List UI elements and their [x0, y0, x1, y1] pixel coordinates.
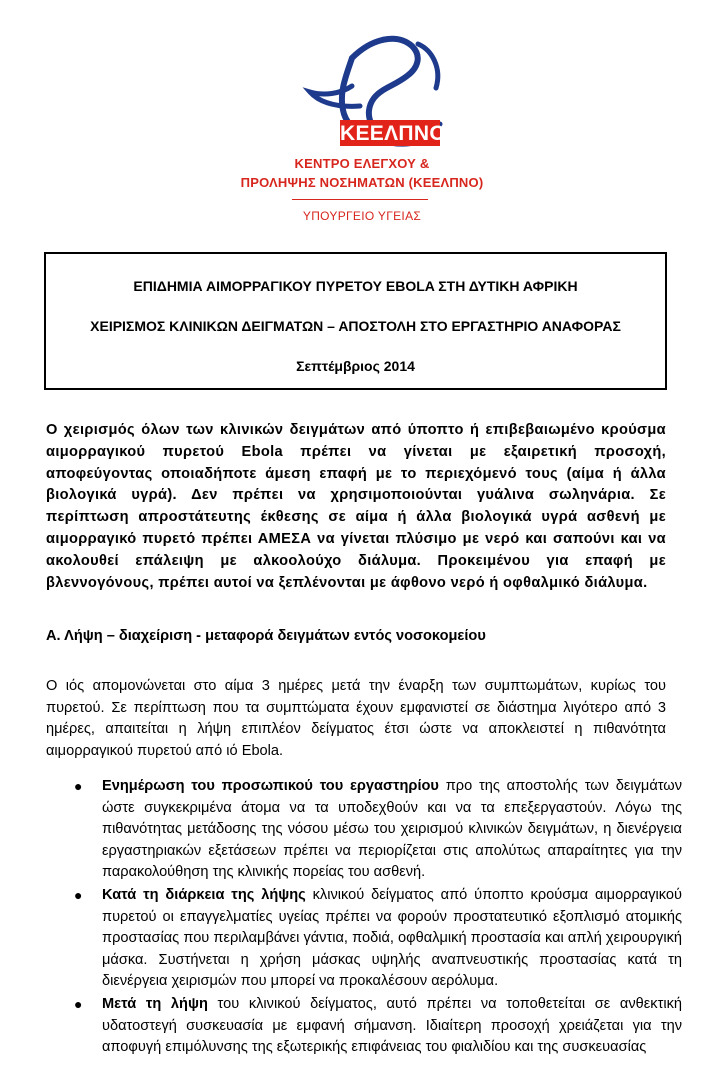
list-item: [46, 994, 682, 1059]
list-item-text: κλινικού δείγματος από ύποπτο κρούσμα αιμορραγικού πυρετού οι επαγγελματίες υγείας πρέπει να φορούν προστατευτικό εξοπλισμό ατομικής προστασίας που περιλαμβάνει γάντια, ποδιά, οφθαλμική προστασία και απλή χειρουργική μάσκα. Συστήνεται η χρήση μάσκας υψηλής αναπνευστικής προστασίας κατά τη διενέργεια χειρισμών που μπορεί να προκαλέσουν αερόλυμα.: [102, 886, 682, 990]
bullet-list: [46, 776, 682, 1060]
list-item-lead: Μετά τη λήψη: [102, 995, 208, 1012]
intro-paragraph: Ο χειρισμός όλων των κλινικών δειγμάτων από ύποπτο ή επιβεβαιωμένο κρούσμα αιμορραγικού πυρετού Ebola πρέπει να γίνεται με εξαιρετική προσοχή, αποφεύγοντας οποιαδήποτε άμεση επαφή με το περιεχόμενό τους (αίμα ή άλλα βιολογικά υγρά). Δεν πρέπει να χρησιμοποιούνται γυάλινα σωληνάρια. Σε περίπτωση απροστάτευτης έκθεσης σε αίμα ή άλλα βιολογικά υγρά ασθενή με αιμορραγικό πυρετό πρέπει ΑΜΕΣΑ να γίνεται πλύσιμο με νερό και σαπούνι και να ακολουθεί επάλειψη με αλκοολούχο διάλυμα. Προκειμένου για επαφή με βλεννογόνους, πρέπει αυτοί να ξεπλένονται με άφθονο νερό ή οφθαλμικό διάλυμα.: [46, 422, 666, 591]
list-item: [46, 776, 682, 884]
logo-divider: [292, 199, 428, 200]
keelpno-logo: [222, 28, 502, 233]
title-box: [44, 252, 667, 390]
document-subtitle: ΧΕΙΡΙΣΜΟΣ ΚΛΙΝΙΚΩΝ ΔΕΙΓΜΑΤΩΝ – ΑΠΟΣΤΟΛΗ ΣΤΟ ΕΡΓΑΣΤΗΡΙΟ ΑΝΑΦΟΡΑΣ: [90, 318, 621, 334]
bullet-icon: ●: [74, 995, 83, 1012]
list-item-lead: Ενημέρωση του προσωπικού του εργαστηρίου: [102, 778, 439, 794]
section-a-paragraph: Ο ιός απομονώνεται στο αίμα 3 ημέρες μετά την έναρξη των συμπτωμάτων, κυρίως του πυρετού. Σε περίπτωση που τα συμπτώματα έχουν εμφανιστεί σε διάστημα λιγότερο από 3 ημέρες, απαιτείται η λήψη επιπλέον δείγματος έτσι ώστε να αποκλειστεί η πιθανότητα αιμορραγικού πυρετού από ιό Ebola.: [46, 678, 666, 759]
section-a-heading: Α. Λήψη – διαχείριση - μεταφορά δειγμάτων εντός νοσοκομείου: [46, 628, 486, 644]
org-name-line1: ΚΕΝΤΡΟ ΕΛΕΓΧΟΥ &: [294, 156, 430, 171]
list-item-text: του κλινικού δείγματος, αυτό πρέπει να τοποθετείται σε ανθεκτική υδατοστεγή συσκευασία με εμφανή σήμανση. Ιδιαίτερη προσοχή χρειάζεται για την αποφυγή επιμόλυνσης της εξωτερικής επιφάνειας του φιαλιδίου και της συσκευασίας: [102, 995, 682, 1056]
ministry-name: ΥΠΟΥΡΓΕΙΟ ΥΓΕΙΑΣ: [302, 209, 422, 223]
document-date: Σεπτέμβριος 2014: [296, 358, 415, 374]
bullet-icon: ●: [74, 778, 83, 794]
document-title: ΕΠΙΔΗΜΙΑ ΑΙΜΟΡΡΑΓΙΚΟΥ ΠΥΡΕΤΟΥ EBOLA ΣΤΗ ΔΥΤΙΚΗ ΑΦΡΙΚΗ: [133, 278, 578, 294]
logo-badge: ΚΕΕΛΠΝΟ: [340, 122, 446, 145]
list-item-lead: Κατά τη διάρκεια της λήψης: [102, 886, 306, 903]
bullet-icon: ●: [74, 886, 83, 903]
org-name-line2: ΠΡΟΛΗΨΗΣ ΝΟΣΗΜΑΤΩΝ (ΚΕΕΛΠΝΟ): [240, 175, 484, 190]
list-item: [46, 885, 682, 993]
list-item-text: προ της αποστολής των δειγμάτων ώστε συγκεκριμένα άτομα να τα υποδεχθούν και να τα επεξεργαστούν. Λόγω της πιθανότητας μετάδοσης της νόσου μέσω του χειρισμού κλινικών δειγμάτων, η διενέργεια εργαστηριακών εξετάσεων πρέπει να περιορίζεται στις απολύτως απαραίτητες για την παρακολούθηση της κλινικής πορείας του ασθενή.: [102, 778, 683, 881]
